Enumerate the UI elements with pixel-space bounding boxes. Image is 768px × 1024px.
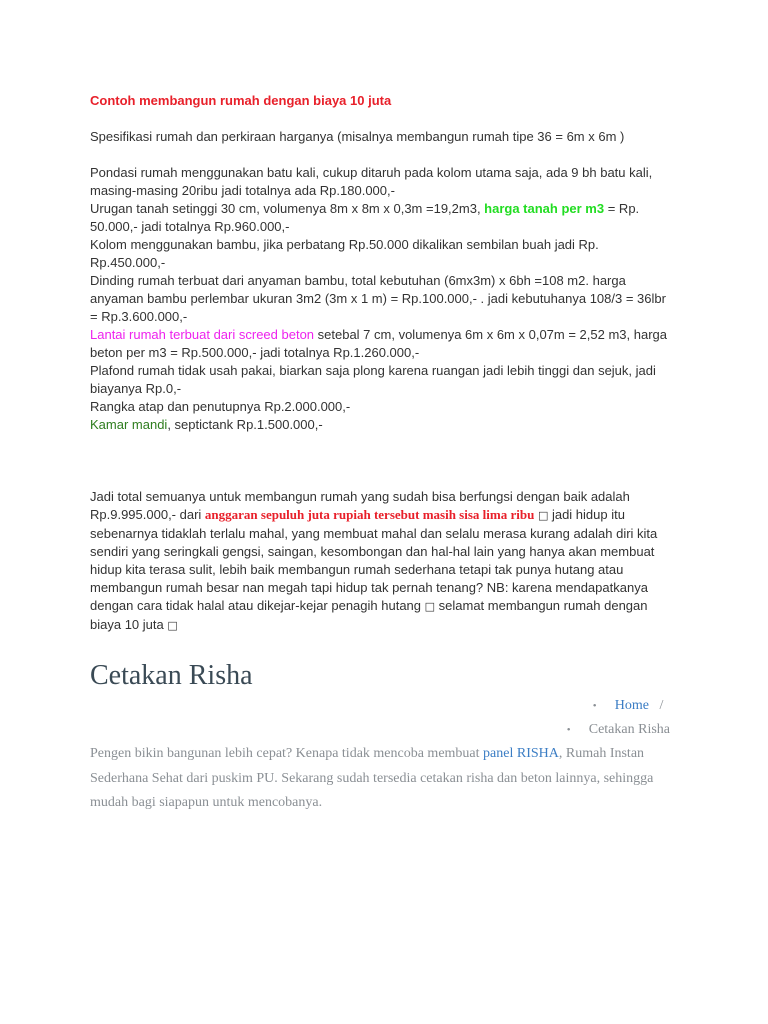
cost-list bbox=[90, 164, 680, 434]
intro-text: Pengen bikin bangunan lebih cepat? Kenapa tidak mencoba membuat bbox=[90, 746, 484, 761]
lantai-text: setebal 7 cm, volumenya 6m x 6m x 0,07m = 2,52 m3, harga bbox=[314, 327, 668, 342]
urugan-line-1 bbox=[90, 200, 680, 218]
total-line-2 bbox=[90, 506, 680, 525]
breadcrumb-separator: / bbox=[659, 698, 664, 713]
breadcrumb-item-home bbox=[593, 694, 670, 718]
section-heading: Cetakan Risha bbox=[90, 660, 253, 691]
total-line-5: hidup kita terasa sulit, lebih baik membangun rumah sederhana tetapi tak punya hutang atau bbox=[90, 562, 624, 577]
urugan-line-2: 50.000,- jadi totalnya Rp.960.000,- bbox=[90, 219, 290, 234]
total-line-4: sendiri yang seringkali gengsi, saingan, kesombongan dan hal-hal lain yang hanya akan membuat bbox=[90, 544, 655, 559]
total-line-3: sebenarnya tidaklah terlalu mahal, yang membuat mahal dan selalu merasa kurang adalah diri kita bbox=[90, 526, 658, 541]
spacer bbox=[90, 452, 680, 488]
breadcrumb bbox=[566, 694, 670, 742]
lantai-highlight: Lantai rumah terbuat dari screed beton bbox=[90, 327, 315, 342]
kolom-line-2: Rp.450.000,- bbox=[90, 255, 166, 270]
intro-text-tail: , Rumah Instan Sederhana Sehat dari puskim PU. Sekarang sudah tersedia cetakan risha dan beton lainnya, sehingga mudah bagi siapapun untuk mencobanya. bbox=[90, 746, 654, 810]
dinding-line-2: anyaman bambu perlembar ukuran 3m2 (3m x 1 m) = Rp.100.000,- . jadi kebutuhanya 108/3 = 36lbr bbox=[90, 291, 666, 306]
total-line-1: Jadi total semuanya untuk membangun rumah yang sudah bisa berfungsi dengan baik adalah bbox=[90, 489, 630, 504]
intro-paragraph bbox=[90, 742, 690, 816]
total-line-8 bbox=[90, 616, 680, 635]
box-glyph: □ bbox=[424, 600, 436, 613]
rangka-line: Rangka atap dan penutupnya Rp.2.000.000,- bbox=[90, 399, 351, 414]
total-line-2-tail: jadi hidup itu bbox=[548, 507, 625, 522]
box-glyph: □ bbox=[537, 509, 549, 522]
pondasi-line-2: masing-masing 20ribu jadi totalnya ada Rp.180.000,- bbox=[90, 183, 395, 198]
bullet-icon: • bbox=[566, 724, 571, 736]
bullet-icon: • bbox=[592, 700, 597, 712]
lantai-line-1 bbox=[90, 326, 680, 344]
kamar-mandi-highlight: Kamar mandi bbox=[90, 417, 168, 432]
total-paragraph bbox=[90, 488, 680, 635]
urugan-text-tail: = Rp. bbox=[604, 201, 640, 216]
article-title: Contoh membangun rumah dengan biaya 10 juta bbox=[90, 93, 392, 108]
breadcrumb-home-link[interactable]: Home bbox=[614, 698, 649, 713]
total-line-7-tail: selamat membangun rumah dengan bbox=[435, 598, 648, 613]
total-amount: Rp.9.995.000,- dari bbox=[90, 507, 205, 522]
kamar-line bbox=[90, 416, 680, 434]
panel-risha-link[interactable]: panel RISHA bbox=[483, 746, 559, 761]
spec-line: Spesifikasi rumah dan perkiraan harganya (misalnya membangun rumah tipe 36 = 6m x 6m ) bbox=[90, 129, 625, 144]
article bbox=[90, 92, 680, 653]
total-line-7 bbox=[90, 597, 680, 616]
total-line-7-text: dengan cara tidak halal atau dikejar-kejar penagih hutang bbox=[90, 598, 425, 613]
box-glyph: □ bbox=[167, 619, 178, 632]
dinding-line-3: = Rp.3.600.000,- bbox=[90, 309, 188, 324]
kamar-text: , septictank Rp.1.500.000,- bbox=[167, 417, 323, 432]
total-line-8-text: biaya 10 juta bbox=[90, 617, 168, 632]
plafond-line-2: biayanya Rp.0,- bbox=[90, 381, 182, 396]
plafond-line-1: Plafond rumah tidak usah pakai, biarkan saja plong karena ruangan jadi lebih tinggi dan sejuk, jadi bbox=[90, 363, 656, 378]
dinding-line-1: Dinding rumah terbuat dari anyaman bambu, total kebutuhan (6mx3m) x 6bh =108 m2. harga bbox=[90, 273, 626, 288]
lantai-line-2: beton per m3 = Rp.500.000,- jadi totalnya Rp.1.260.000,- bbox=[90, 345, 420, 360]
pondasi-line-1: Pondasi rumah menggunakan batu kali, cukup ditaruh pada kolom utama saja, ada 9 bh batu kali, bbox=[90, 165, 653, 180]
total-line-6: membangun rumah besar nan megah tapi hidup tak pernah tenang? NB: karena mendapatkanya bbox=[90, 580, 648, 595]
kolom-line-1: Kolom menggunakan bambu, jika perbatang Rp.50.000 dikalikan sembilan buah jadi Rp. bbox=[90, 237, 599, 252]
breadcrumb-item-current bbox=[567, 718, 670, 742]
urugan-text: Urugan tanah setinggi 30 cm, volumenya 8m x 8m x 0,3m =19,2m3, bbox=[90, 201, 485, 216]
breadcrumb-current-label: Cetakan Risha bbox=[588, 722, 670, 737]
harga-tanah-highlight: harga tanah per m3 bbox=[484, 201, 605, 216]
cetakan-risha-section bbox=[90, 656, 690, 810]
sisa-highlight: anggaran sepuluh juta rupiah tersebut masih sisa lima ribu bbox=[204, 507, 535, 522]
